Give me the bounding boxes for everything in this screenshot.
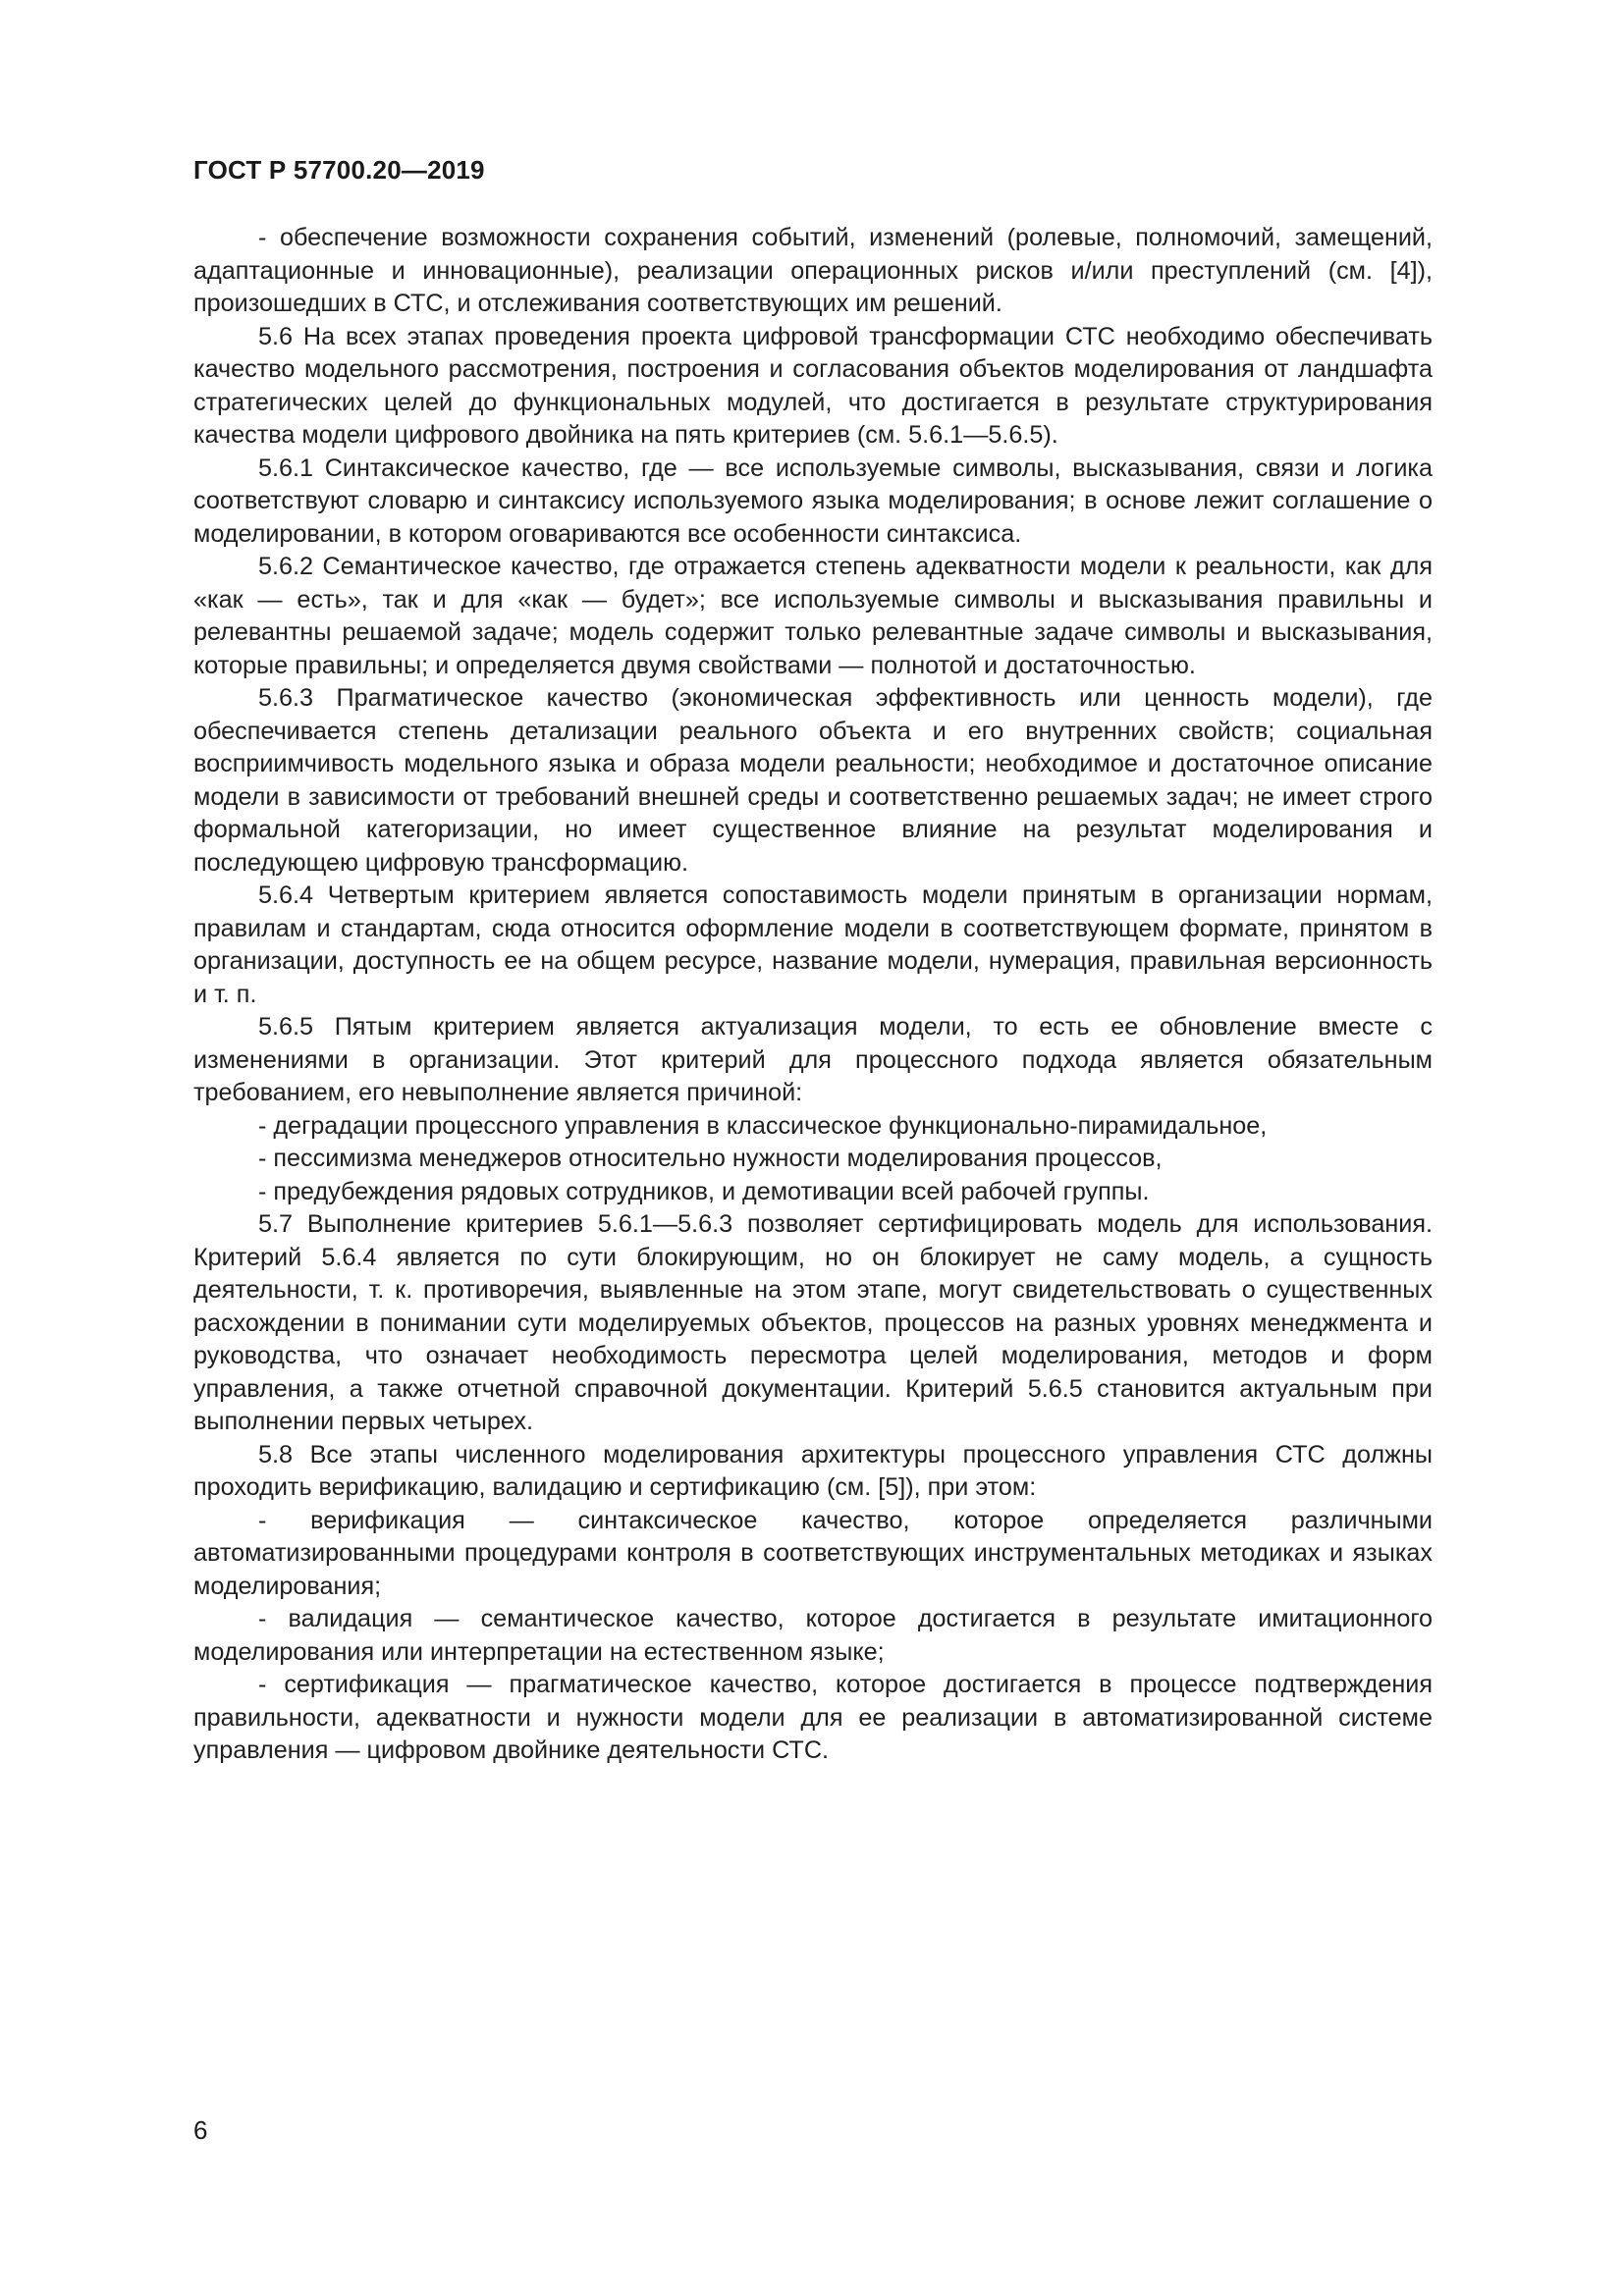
paragraph-5-6-1: 5.6.1 Синтаксическое качество, где — все используемые символы, высказывания, связи и логика соответствуют словарю и синтаксису используемого языка моделирования; в основе лежит соглашение о моделировании, в котором оговариваются все особенности синтаксиса. (193, 454, 1433, 548)
paragraph-list-item-event-tracking: - обеспечение возможности сохранения событий, изменений (ролевые, полномочий, замещений, адаптационные и инновационные), реализации операционных рисков и/или преступлений (см. [4]), произошедших в СТС, и отслеживания соответствующих им решений. (193, 224, 1433, 317)
list-item-certification: - сертификация — прагматическое качество, которое достигается в процессе подтверждения правильности, адекватности и нужности модели для ее реализации в автоматизированной системе управления — цифровом двойнике деятельности СТС. (193, 1671, 1433, 1764)
paragraph-5-7: 5.7 Выполнение критериев 5.6.1—5.6.3 позволяет сертифицировать модель для использования. Критерий 5.6.4 является по сути блокирующим, но он блокирует не саму модель, а сущность деятельности, т. к. противоречия, выявленные на этом этапе, могут свидетельствовать о существенных расхождении в понимании сути моделируемых объектов, процессов на разных уровнях менеджмента и руководства, что означает необходимость пересмотра целей моделирования, методов и форм управления, а также отчетной справочной документации. Критерий 5.6.5 становится актуальным при выполнении первых четырех. (193, 1210, 1433, 1435)
body-text (193, 222, 1433, 1768)
paragraph-5-6-5: 5.6.5 Пятым критерием является актуализация модели, то есть ее обновление вместе с изменениями в организации. Этот критерий для процессного подхода является обязательным требованием, его невыполнение является причиной: (193, 1013, 1433, 1106)
list-item-validation: - валидация — семантическое качество, которое достигается в результате имитационного моделирования или интерпретации на естественном языке; (193, 1605, 1433, 1666)
page-number: 6 (193, 2115, 208, 2145)
paragraph-5-6-2: 5.6.2 Семантическое качество, где отражается степень адекватности модели к реальности, как для «как — есть», так и для «как — будет»; все используемые символы и высказывания правильны и релевантны решаемой задаче; модель содержит только релевантные задаче символы и высказывания, которые правильны; и определяется двумя свойствами — полнотой и достаточностью. (193, 553, 1433, 679)
paragraph-5-8: 5.8 Все этапы численного моделирования архитектуры процессного управления СТС должны проходить верификацию, валидацию и сертификацию (см. [5]), при этом: (193, 1440, 1433, 1501)
list-item-prejudice: - предубеждения рядовых сотрудников, и демотивации всей рабочей группы. (258, 1177, 1150, 1205)
paragraph-5-6: 5.6 На всех этапах проведения проекта цифровой трансформации СТС необходимо обеспечивать качество модельного рассмотрения, построения и согласования объектов моделирования от ландшафта стратегических целей до функциональных модулей, что достигается в результате структурирования качества модели цифрового двойника на пять критериев (см. 5.6.1—5.6.5). (193, 322, 1433, 449)
list-item-degradation: - деградации процессного управления в классическое функционально-пирамидальное, (258, 1111, 1268, 1140)
list-item-pessimism: - пессимизма менеджеров относительно нужности моделирования процессов, (258, 1145, 1163, 1172)
paragraph-5-6-3: 5.6.3 Прагматическое качество (экономическая эффективность или ценность модели), где обеспечивается степень детализации реального объекта и его внутренних свойств; социальная восприимчивость модельного языка и образа модели реальности; необходимое и достаточное описание модели в зависимости от требований внешней среды и соответственно решаемых задач; не имеет строго формальной категоризации, но имеет существенное влияние на результат моделирования и последующею цифровую трансформацию. (193, 684, 1433, 877)
paragraph-5-6-4: 5.6.4 Четвертым критерием является сопоставимость модели принятым в организации нормам, правилам и стандартам, сюда относится оформление модели в соответствующем формате, принятом в организации, доступность ее на общем ресурсе, название модели, нумерация, правильная версионность и т. п. (193, 881, 1433, 1008)
list-item-verification: - верификация — синтаксическое качество, которое определяется различными автоматизированными процедурами контроля в соответствующих инструментальных методиках и языках моделирования; (193, 1506, 1433, 1600)
document-code-header: ГОСТ Р 57700.20—2019 (193, 155, 485, 185)
